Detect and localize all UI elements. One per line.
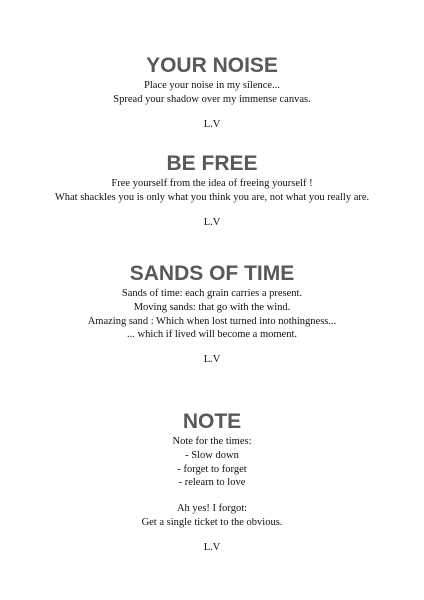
poem-line: Place your noise in my silence... — [144, 80, 280, 91]
poem-line: - Slow down — [185, 449, 239, 461]
poem-title: NOTE — [182, 410, 242, 433]
poem-line: Note for the times: — [172, 436, 252, 447]
poem-be-free — [0, 151, 424, 229]
poem-line: Sands of time: each grain carries a present. — [121, 288, 303, 299]
poem-line: Spread your shadow over my immense canvas. — [113, 93, 311, 105]
poem-line: Get a single ticket to the obvious. — [141, 516, 283, 528]
poem-line: - forget to forget — [177, 463, 247, 475]
poem-line: Ah yes! I forgot: — [176, 503, 248, 515]
poem-title: SANDS OF TIME — [129, 262, 295, 285]
poem-line: ... which if lived will become a moment. — [127, 329, 297, 341]
poem-line: What shackles you is only what you think you are, not what you really are. — [54, 191, 370, 203]
poem-note — [0, 409, 424, 555]
poem-sands-of-time — [0, 261, 424, 367]
poem-title: BE FREE — [166, 152, 258, 175]
poem-signature: L.V — [203, 354, 221, 366]
poem-your-noise — [0, 53, 424, 131]
poem-line: Free yourself from the idea of freeing yourself ! — [111, 178, 313, 189]
poem-line: Moving sands: that go with the wind. — [133, 301, 291, 313]
stanza-break — [0, 490, 424, 502]
poem-title: YOUR NOISE — [146, 54, 278, 77]
poem-signature: L.V — [203, 118, 221, 130]
poem-signature: L.V — [203, 541, 221, 553]
poem-line: Amazing sand : Which when lost turned into nothingness... — [87, 315, 337, 327]
poem-signature: L.V — [203, 216, 221, 228]
poem-line: - relearn to love — [178, 477, 246, 489]
